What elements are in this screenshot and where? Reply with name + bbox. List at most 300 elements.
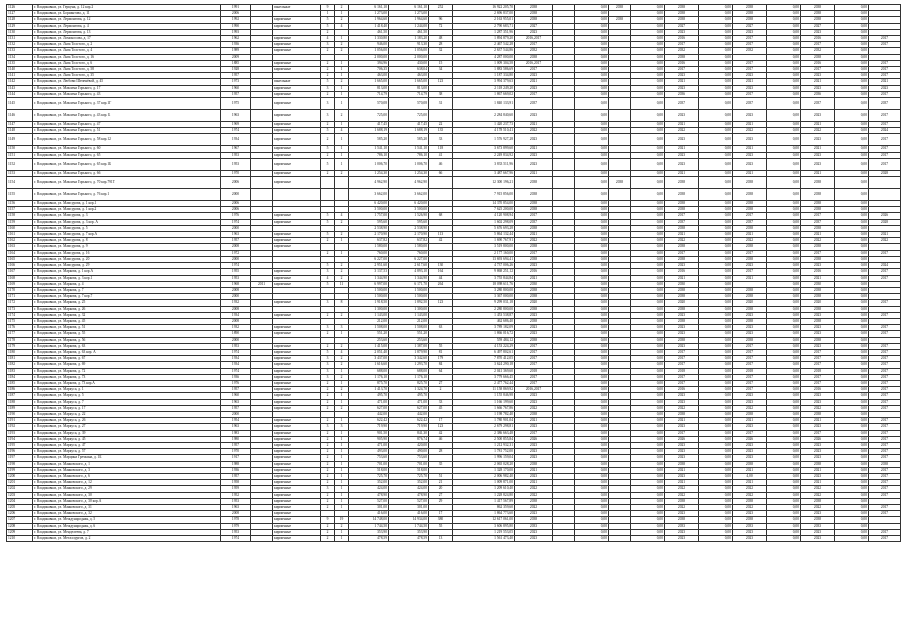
table-cell-area_total: 725,00 bbox=[349, 110, 389, 122]
table-cell-v4: 2038 bbox=[665, 189, 699, 201]
table-cell-num: 1177 bbox=[7, 331, 33, 337]
table-cell-v4: 2021 bbox=[665, 122, 699, 128]
table-cell-num: 1164 bbox=[7, 250, 33, 256]
table-cell-wall: кирпичные bbox=[273, 98, 321, 110]
table-cell-v9: 0,00 bbox=[835, 337, 869, 343]
table-cell-v8: 2038 bbox=[801, 517, 835, 523]
table-cell-v7: 0,00 bbox=[767, 523, 801, 529]
table-cell-v4: 2021 bbox=[665, 275, 699, 281]
table-cell-v9: 0,00 bbox=[835, 461, 869, 467]
table-cell-year: 1953 bbox=[221, 498, 251, 504]
table-cell-v9: 0,00 bbox=[835, 73, 869, 79]
table-cell-num: 1140 bbox=[7, 67, 33, 73]
table-cell-v3: 0,00 bbox=[631, 287, 665, 293]
table-cell-v10: 2017 bbox=[869, 505, 901, 511]
table-cell-v9: 0,00 bbox=[835, 399, 869, 405]
table-cell-v7: 0,00 bbox=[767, 300, 801, 306]
table-cell-wall: кирпичные bbox=[273, 60, 321, 66]
table-cell-area_total: 518,00 bbox=[349, 467, 389, 473]
table-cell-v4: 2017 bbox=[665, 356, 699, 362]
table-cell-v5: 0,00 bbox=[699, 380, 733, 386]
table-cell-v7: 0,00 bbox=[767, 287, 801, 293]
table-cell-cost: 3 624 290,18 bbox=[453, 362, 515, 368]
table-cell-entr: 4 bbox=[335, 128, 349, 134]
table-cell-area_living: 2 617,60 bbox=[389, 263, 429, 269]
table-cell-v1: 0,00 bbox=[575, 536, 609, 542]
table-cell-area_total: 1 744,50 bbox=[349, 523, 389, 529]
table-cell-v7: 0,00 bbox=[767, 177, 801, 189]
table-cell-num: 1144 bbox=[7, 91, 33, 97]
table-cell-v4: 2037 bbox=[665, 219, 699, 225]
table-cell-address: г. Владикавказ, ул. Маяковского, д. 6 bbox=[33, 474, 221, 480]
table-cell-v9: 0,00 bbox=[835, 11, 869, 17]
table-cell-v3: 0,00 bbox=[631, 256, 665, 262]
table-cell-v3: 0,00 bbox=[631, 449, 665, 455]
table-cell-v8: 2017 bbox=[801, 42, 835, 48]
table-cell-year: 1963 bbox=[221, 424, 251, 430]
table-cell-v6: 2021 bbox=[733, 467, 767, 473]
table-cell-cost: 1 187 334,80 bbox=[453, 73, 515, 79]
table-cell-v3: 0,00 bbox=[631, 418, 665, 424]
table-cell-residents: 22 bbox=[429, 122, 453, 128]
table-cell-plan_year: 2018 bbox=[515, 368, 553, 374]
table-cell-plan_year: 2017 bbox=[515, 250, 553, 256]
table-cell-v4: 2038 bbox=[665, 411, 699, 417]
table-cell-v5: 0,00 bbox=[699, 461, 733, 467]
table-cell-v4: 2022 bbox=[665, 486, 699, 492]
table-cell-address: г. Владикавказ, ул. Маркова, д. 1 кор.А bbox=[33, 269, 221, 275]
table-cell-v7: 0,00 bbox=[767, 36, 801, 42]
table-cell-wall: кирпичные bbox=[273, 300, 321, 306]
table-cell-v4: 2017 bbox=[665, 213, 699, 219]
table-cell-cost: 1 561 473,40 bbox=[453, 536, 515, 542]
table-cell-v10: 2017 bbox=[869, 349, 901, 355]
table-cell-area_living: 1 526,90 bbox=[389, 213, 429, 219]
table-cell-v7: 0,00 bbox=[767, 244, 801, 250]
table-cell-v6: 2017 bbox=[733, 387, 767, 393]
table-cell-v10: 2017 bbox=[869, 362, 901, 368]
table-cell-residents: 84 bbox=[429, 362, 453, 368]
table-cell-num: 1183 bbox=[7, 368, 33, 374]
table-cell-v9: 0,00 bbox=[835, 275, 869, 281]
table-cell-num: 1148 bbox=[7, 128, 33, 134]
table-cell-year: 1953 bbox=[221, 343, 251, 349]
table-cell-year: 1890 bbox=[221, 331, 251, 337]
table-cell-area_total: 394,96 bbox=[349, 60, 389, 66]
table-cell-v4: 2016 bbox=[665, 387, 699, 393]
table-cell-v3: 0,00 bbox=[631, 529, 665, 535]
table-cell-year: 1957 bbox=[221, 91, 251, 97]
table-cell-v9: 0,00 bbox=[835, 134, 869, 146]
table-cell-residents: 32 bbox=[429, 48, 453, 54]
table-cell-v7: 0,00 bbox=[767, 67, 801, 73]
table-cell-v3: 0,00 bbox=[631, 152, 665, 158]
table-cell-v6: 2023 bbox=[733, 312, 767, 318]
table-cell-address: г. Владикавказ, ул. Мамсурова, д. 29 bbox=[33, 263, 221, 269]
table-cell-address: г. Владикавказ, ул. Маркова, д. 7 bbox=[33, 287, 221, 293]
table-cell-v1: 0,00 bbox=[575, 67, 609, 73]
table-cell-entr: 2 bbox=[335, 312, 349, 318]
table-cell-entr: 1 bbox=[335, 467, 349, 473]
table-cell-v5: 0,00 bbox=[699, 536, 733, 542]
table-cell-floors: 2 bbox=[321, 492, 335, 498]
table-cell-cost: 1 780 901,04 bbox=[453, 418, 515, 424]
table-cell-v1: 0,00 bbox=[575, 170, 609, 176]
table-cell-year2 bbox=[251, 536, 273, 542]
table-cell-year: 2000 bbox=[221, 225, 251, 231]
table-cell-year: 1974 bbox=[221, 263, 251, 269]
table-cell-v8: 2038 bbox=[801, 306, 835, 312]
table-cell-v1: 0,00 bbox=[575, 511, 609, 517]
table-cell-v3: 0,00 bbox=[631, 232, 665, 238]
table-cell-cost: 3 789 182,09 bbox=[453, 325, 515, 331]
table-cell-v5: 0,00 bbox=[699, 158, 733, 170]
table-cell-area_total: 527,00 bbox=[349, 498, 389, 504]
table-cell-v10: 2017 bbox=[869, 449, 901, 455]
table-cell-plan_year: 2026 bbox=[515, 436, 553, 442]
table-cell-v9: 0,00 bbox=[835, 424, 869, 430]
table-cell-v3: 0,00 bbox=[631, 424, 665, 430]
table-cell-v10: 2017 bbox=[869, 300, 901, 306]
table-cell-address: г. Владикавказ, ул. Маркова, д. 4 bbox=[33, 281, 221, 287]
table-cell-cost: 9 868 251,12 bbox=[453, 269, 515, 275]
table-cell-v10: 2017 bbox=[869, 387, 901, 393]
table-cell-year: 1976 bbox=[221, 380, 251, 386]
table-cell-entr: 2 bbox=[335, 356, 349, 362]
table-cell-v6: 2038 bbox=[733, 201, 767, 207]
table-cell-v6: 2038 bbox=[733, 294, 767, 300]
table-cell-v8: 2038 bbox=[801, 225, 835, 231]
table-cell-cost: 7 915 856,00 bbox=[453, 189, 515, 201]
table-cell-year: 1974 bbox=[221, 349, 251, 355]
table-cell-v6: 2023 bbox=[733, 455, 767, 461]
table-cell-plan_year: 2038 bbox=[515, 54, 553, 60]
table-cell-plan_year: 2017 bbox=[515, 42, 553, 48]
table-cell-wall: кирпичные bbox=[273, 418, 321, 424]
table-cell-wall: кирпичные bbox=[273, 110, 321, 122]
table-cell-year: 1969 bbox=[221, 122, 251, 128]
table-cell-v3: 0,00 bbox=[631, 225, 665, 231]
table-cell-v10: 2017 bbox=[869, 430, 901, 436]
table-cell-area_living: 1 744,50 bbox=[389, 523, 429, 529]
table-row bbox=[7, 536, 901, 542]
table-cell-year: 1974 bbox=[221, 368, 251, 374]
table-cell-entr: 1 bbox=[335, 368, 349, 374]
table-cell-v3: 0,00 bbox=[631, 134, 665, 146]
table-cell-v2 bbox=[609, 110, 631, 122]
table-cell-plan_year: 2038 bbox=[515, 207, 553, 213]
table-cell-floors: 2 bbox=[321, 312, 335, 318]
table-cell-residents: 55 bbox=[429, 343, 453, 349]
table-cell-wall: кирпичные bbox=[273, 492, 321, 498]
table-cell-year: 1980 bbox=[221, 436, 251, 442]
table-cell-v9: 0,00 bbox=[835, 60, 869, 66]
table-cell-v8: 2023 bbox=[801, 158, 835, 170]
table-cell-v1: 0,00 bbox=[575, 207, 609, 213]
table-cell-plan_year: 2023 bbox=[515, 152, 553, 158]
table-cell-entr: 2 bbox=[335, 110, 349, 122]
table-cell-address: г. Владикавказ, ул. Максима Горького, д. 51 bbox=[33, 128, 221, 134]
table-cell-v6: 2017 bbox=[733, 362, 767, 368]
table-cell-address: г. Владикавказ, ул. Маркова, д. 56 bbox=[33, 337, 221, 343]
housing-registry-table bbox=[6, 4, 901, 542]
table-cell-v5: 0,00 bbox=[699, 5, 733, 11]
table-cell-year: 1932 bbox=[221, 325, 251, 331]
table-cell-entr: 1 bbox=[335, 492, 349, 498]
table-cell-v5: 0,00 bbox=[699, 411, 733, 417]
table-cell-v10: 2017 bbox=[869, 405, 901, 411]
table-cell-v6: 2038 bbox=[733, 256, 767, 262]
table-cell-floors: 5 bbox=[321, 158, 335, 170]
table-cell-year: 1934 bbox=[221, 312, 251, 318]
table-cell-residents: 118 bbox=[429, 146, 453, 152]
table-cell-area_living: 471,00 bbox=[389, 399, 429, 405]
table-cell-num: 1149 bbox=[7, 134, 33, 146]
table-cell-year: 1979 bbox=[221, 523, 251, 529]
table-cell-cost: 1 781 752,00 bbox=[453, 449, 515, 455]
table-cell-floors: 5 bbox=[321, 213, 335, 219]
table-cell-area_living: 1 244,00 bbox=[389, 23, 429, 29]
table-cell-num: 1191 bbox=[7, 418, 33, 424]
table-cell-wall: кирпичные bbox=[273, 122, 321, 128]
table-cell-v10: 2017 bbox=[869, 356, 901, 362]
table-cell-area_living: 627,00 bbox=[389, 405, 429, 411]
table-cell-v5: 0,00 bbox=[699, 23, 733, 29]
table-cell-address: г. Владикавказ, ул. Любови Шепенёвой, д. 45 bbox=[33, 79, 221, 85]
table-cell-v10: 2017 bbox=[869, 529, 901, 535]
table-cell-v4: 2023 bbox=[665, 158, 699, 170]
table-cell-v7: 0,00 bbox=[767, 152, 801, 158]
table-cell-plan_year: 2017 bbox=[515, 343, 553, 349]
table-cell-v7: 0,00 bbox=[767, 54, 801, 60]
table-cell-cost: 5 676 693,28 bbox=[453, 225, 515, 231]
table-cell-area_total: 1 580,00 bbox=[349, 244, 389, 250]
table-cell-plan_year: 2023 bbox=[515, 29, 553, 35]
table-cell-v10: 2017 bbox=[869, 67, 901, 73]
table-cell-address: г. Владикавказ, ул. Мамсурова, д. 3 кор. А bbox=[33, 219, 221, 225]
table-cell-v3: 0,00 bbox=[631, 430, 665, 436]
table-cell-floors: 3 bbox=[321, 110, 335, 122]
table-cell-v5: 0,00 bbox=[699, 238, 733, 244]
table-cell-area_total: 1 344,90 bbox=[349, 275, 389, 281]
table-cell-residents: 38 bbox=[429, 91, 453, 97]
table-cell-area_total: 760,00 bbox=[349, 250, 389, 256]
table-cell-v1: 0,00 bbox=[575, 238, 609, 244]
table-cell-num: 1176 bbox=[7, 325, 33, 331]
table-cell-v4: 2038 bbox=[665, 287, 699, 293]
table-cell-v8: 2036 bbox=[801, 91, 835, 97]
table-cell-area_total: 786,10 bbox=[349, 152, 389, 158]
table-cell-num: 1142 bbox=[7, 79, 33, 85]
table-cell-area_total: 2 051,40 bbox=[349, 349, 389, 355]
table-cell-v1: 0,00 bbox=[575, 189, 609, 201]
table-cell-v1: 0,00 bbox=[575, 461, 609, 467]
table-cell-year: 1974 bbox=[221, 219, 251, 225]
table-cell-entr: 1 bbox=[335, 486, 349, 492]
table-cell-v9: 0,00 bbox=[835, 158, 869, 170]
table-cell-v3: 0,00 bbox=[631, 29, 665, 35]
table-cell-v4: 2038 bbox=[665, 201, 699, 207]
table-cell-num: 1163 bbox=[7, 244, 33, 250]
table-cell-v5: 0,00 bbox=[699, 362, 733, 368]
table-cell-floors: 2 bbox=[321, 449, 335, 455]
table-cell-area_total: 905,90 bbox=[349, 436, 389, 442]
table-cell-plan_year2 bbox=[553, 98, 575, 110]
table-cell-v9: 0,00 bbox=[835, 430, 869, 436]
table-cell-cost: 2 467 542,28 bbox=[453, 42, 515, 48]
table-cell-address: г. Владикавказ, ул. Максима Горького, д. 76 кор.1 bbox=[33, 189, 221, 201]
table-cell-cost: 11 158 869,92 bbox=[453, 387, 515, 393]
table-cell-address: г. Владикавказ, ул. Маяковского, д. 30 bbox=[33, 492, 221, 498]
table-cell-v7: 0,00 bbox=[767, 275, 801, 281]
table-cell-num: 1154 bbox=[7, 177, 33, 189]
table-cell-v10: 2017 bbox=[869, 36, 901, 42]
table-cell-plan_year: 2021 bbox=[515, 480, 553, 486]
table-cell-year: 1963 bbox=[221, 399, 251, 405]
table-cell-v3: 0,00 bbox=[631, 374, 665, 380]
table-cell-v7: 0,00 bbox=[767, 424, 801, 430]
table-cell-plan_year: 2022 bbox=[515, 405, 553, 411]
table-cell-v3: 0,00 bbox=[631, 79, 665, 85]
table-cell-v4: 2016 bbox=[665, 60, 699, 66]
table-cell-v7: 0,00 bbox=[767, 158, 801, 170]
table-cell-area_total: 14 748,00 bbox=[349, 517, 389, 523]
table-cell-v8: 2026 bbox=[801, 436, 835, 442]
table-cell-plan_year: 2021 bbox=[515, 467, 553, 473]
table-cell-v10: 2017 bbox=[869, 158, 901, 170]
table-cell-floors: 4 bbox=[321, 275, 335, 281]
table-cell-v8: 2038 bbox=[801, 318, 835, 324]
table-cell-v6: 2017 bbox=[733, 42, 767, 48]
table-cell-plan_year: 2038 bbox=[515, 306, 553, 312]
table-cell-v10: 2017 bbox=[869, 380, 901, 386]
table-cell-v6: 2023 bbox=[733, 442, 767, 448]
table-cell-cost: 1 166 199,60 bbox=[453, 399, 515, 405]
table-cell-num: 1208 bbox=[7, 523, 33, 529]
table-cell-v3: 0,00 bbox=[631, 517, 665, 523]
table-cell-v8: 2038 bbox=[801, 5, 835, 11]
table-cell-v6: 2017 bbox=[733, 380, 767, 386]
table-cell-v5: 0,00 bbox=[699, 98, 733, 110]
table-cell-num: 1171 bbox=[7, 294, 33, 300]
table-cell-entr: 1 bbox=[335, 152, 349, 158]
table-cell-area_living: 2 170,90 bbox=[389, 232, 429, 238]
table-cell-year: 2000 bbox=[221, 337, 251, 343]
table-cell-v1: 0,00 bbox=[575, 368, 609, 374]
table-cell-floors: 3 bbox=[321, 98, 335, 110]
table-cell-v9: 0,00 bbox=[835, 201, 869, 207]
table-cell-area_living: 714,79 bbox=[389, 91, 429, 97]
table-cell-v8: 2038 bbox=[801, 201, 835, 207]
table-cell-v3: 0,00 bbox=[631, 158, 665, 170]
table-cell-plan_year: 2023 bbox=[515, 474, 553, 480]
table-cell-num: 1182 bbox=[7, 362, 33, 368]
table-cell-floors: 2 bbox=[321, 387, 335, 393]
table-cell-v9: 0,00 bbox=[835, 232, 869, 238]
table-cell-v7: 0,00 bbox=[767, 455, 801, 461]
table-cell-v1: 0,00 bbox=[575, 430, 609, 436]
table-cell-v1: 0,00 bbox=[575, 411, 609, 417]
table-cell-v4: 2023 bbox=[665, 325, 699, 331]
table-cell-v3: 0,00 bbox=[631, 5, 665, 11]
table-cell-entr: 2 bbox=[335, 362, 349, 368]
table-row bbox=[7, 177, 901, 189]
table-cell-address: г. Владикавказ, ул. Международная, д. 5 bbox=[33, 517, 221, 523]
table-cell-address: г. Владикавказ, ул. Маркова, д. 73 кор.А bbox=[33, 380, 221, 386]
table-cell-address: г. Владикавказ, ул. Маркуса, д. 57 bbox=[33, 449, 221, 455]
table-cell-v6: 2023 bbox=[733, 393, 767, 399]
table-cell-v8: 2038 bbox=[801, 11, 835, 17]
table-cell-v10: 2028 bbox=[869, 170, 901, 176]
table-cell-area_total: 1 508,00 bbox=[349, 325, 389, 331]
table-cell-residents: 45 bbox=[429, 405, 453, 411]
table-cell-v4: 2021 bbox=[665, 79, 699, 85]
table-cell-v10: 2017 bbox=[869, 250, 901, 256]
table-cell-area_living: 1 176,10 bbox=[389, 374, 429, 380]
table-cell-plan_year: 2023 bbox=[515, 73, 553, 79]
table-cell-residents: 17 bbox=[429, 511, 453, 517]
table-cell-floors: 9 bbox=[321, 5, 335, 11]
table-cell-address: г. Владикавказ, ул. Льва Толстого, д. 58 bbox=[33, 67, 221, 73]
table-cell-v6: 2023 bbox=[733, 424, 767, 430]
table-cell-residents: 48 bbox=[429, 36, 453, 42]
table-cell-v6: 2023 bbox=[733, 325, 767, 331]
table-cell-v8: 2022 bbox=[801, 492, 835, 498]
table-cell-v9: 0,00 bbox=[835, 36, 869, 42]
table-cell-v6: 2037 bbox=[733, 219, 767, 225]
table-cell-plan_year: 2023 bbox=[515, 134, 553, 146]
table-cell-v1: 0,00 bbox=[575, 232, 609, 238]
table-cell-v4: 2038 bbox=[665, 498, 699, 504]
table-cell-v3: 0,00 bbox=[631, 244, 665, 250]
table-cell-plan_year: 2023 bbox=[515, 511, 553, 517]
table-cell-year2 bbox=[251, 177, 273, 189]
table-cell-v3: 0,00 bbox=[631, 170, 665, 176]
table-cell-year: 1963 bbox=[221, 110, 251, 122]
table-cell-year2 bbox=[251, 110, 273, 122]
table-cell-v8: 2023 bbox=[801, 110, 835, 122]
table-cell-v2: 2038 bbox=[609, 17, 631, 23]
table-cell-v7: 0,00 bbox=[767, 325, 801, 331]
table-cell-area_living: 825,70 bbox=[389, 380, 429, 386]
table-cell-year: 1957 bbox=[221, 387, 251, 393]
table-cell-v8: 2017 bbox=[801, 430, 835, 436]
table-cell-v8: 2023 bbox=[801, 474, 835, 480]
table-cell-v5: 0,00 bbox=[699, 134, 733, 146]
table-cell-wall: кирпичные bbox=[273, 23, 321, 29]
table-cell-floors: 3 bbox=[321, 374, 335, 380]
table-cell-v4: 2038 bbox=[665, 517, 699, 523]
table-cell-v9: 0,00 bbox=[835, 98, 869, 110]
table-cell-entr: 1 bbox=[335, 11, 349, 17]
table-cell-v8: 2023 bbox=[801, 399, 835, 405]
table-cell-v4: 2018 bbox=[665, 368, 699, 374]
table-cell-v4: 2037 bbox=[665, 98, 699, 110]
table-cell-year: 1959 bbox=[221, 486, 251, 492]
table-cell-cost: 1 602 298,09 bbox=[453, 219, 515, 225]
table-cell-area_living: 725,00 bbox=[389, 110, 429, 122]
table-cell-v4: 2017 bbox=[665, 349, 699, 355]
table-cell-v6: 2022 bbox=[733, 486, 767, 492]
table-cell-num: 1189 bbox=[7, 405, 33, 411]
table-cell-v7: 0,00 bbox=[767, 511, 801, 517]
table-cell-plan_year: 2021 bbox=[515, 275, 553, 281]
table-cell-v8: 2023 bbox=[801, 536, 835, 542]
table-cell-wall: кирпичные bbox=[273, 17, 321, 23]
table-cell-plan_year: 2038 bbox=[515, 517, 553, 523]
table-cell-cost: 18 098 611,76 bbox=[453, 281, 515, 287]
table-cell-num: 1198 bbox=[7, 461, 33, 467]
